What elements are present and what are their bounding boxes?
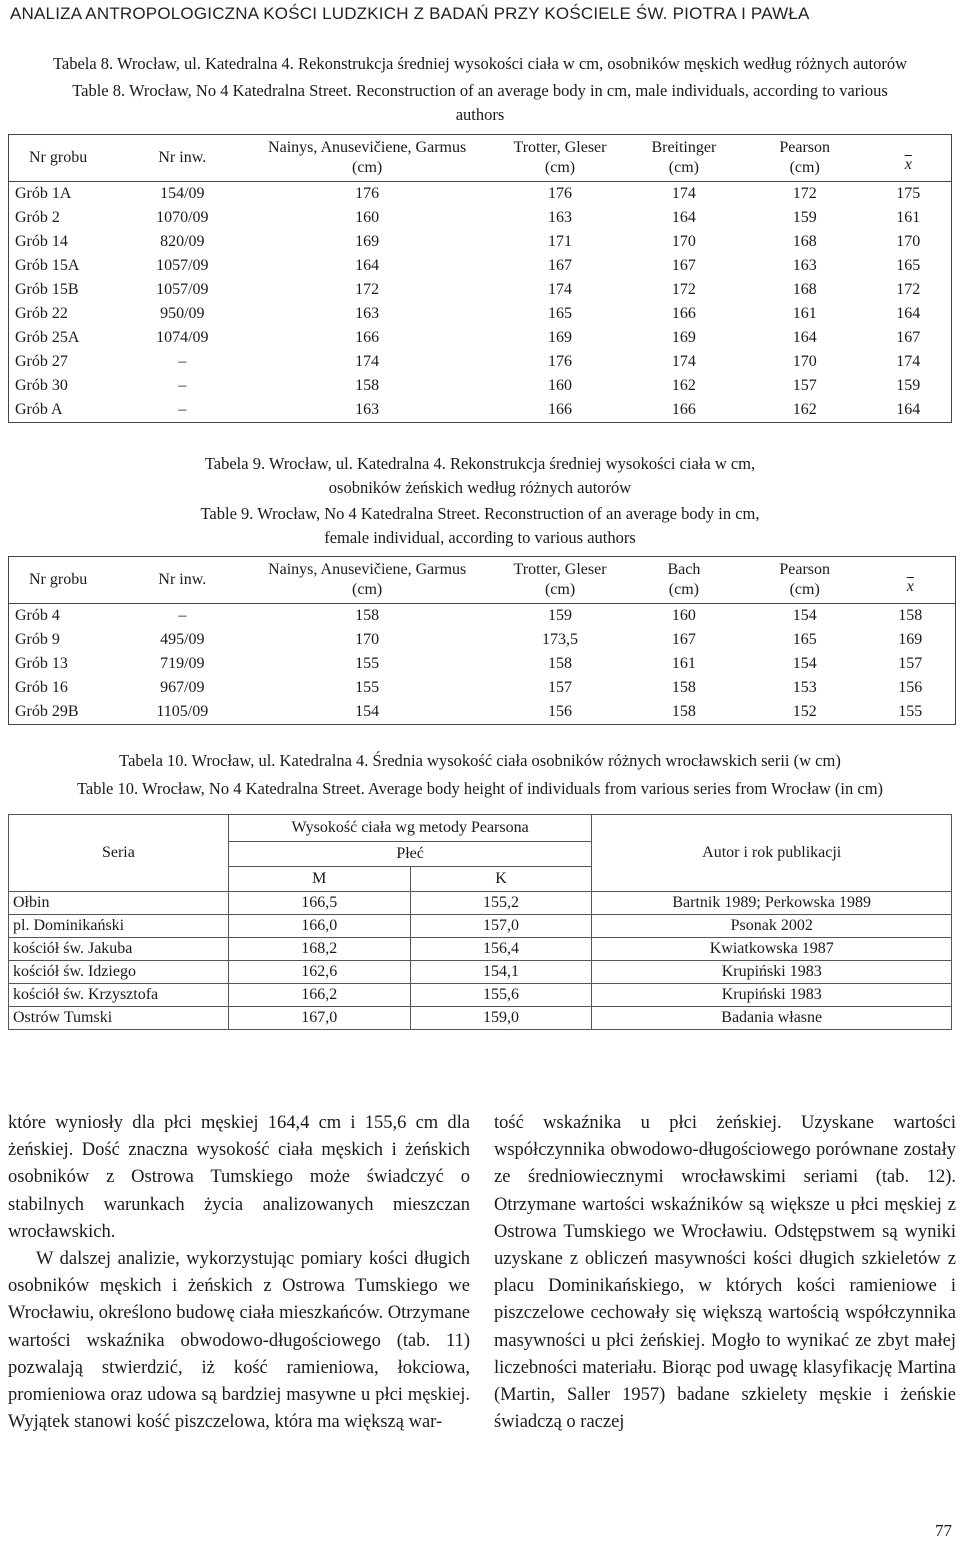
table-cell: 172 [792, 185, 817, 202]
table-cell: 160 [355, 209, 380, 226]
table-row [9, 206, 952, 230]
table8 [8, 134, 952, 423]
table-cell: Bartnik 1989; Perkowska 1989 [592, 892, 952, 915]
table-row [9, 326, 952, 350]
table-cell: 165 [548, 305, 572, 322]
table-cell: 158 [548, 655, 573, 672]
table-cell: 174 [548, 281, 572, 298]
table-cell: 163 [355, 305, 380, 322]
left-paragraph-1: które wyniosły dla płci męskiej 164,4 cm i 155,6 cm dla żeńskiej. Dość znaczna wysokość ciała męskich i żeńskich osobników z Ostrowa Tumskiego może świadczyć o stabilnych warunkach życia analizowanych mieszczan wrocławskich. [8, 1113, 470, 1242]
table-cell: 163 [355, 401, 380, 418]
table-cell: 162 [792, 401, 817, 418]
table-cell: 170 [671, 233, 696, 250]
table-cell: 169 [671, 329, 696, 346]
table9 [8, 556, 956, 725]
table-cell: kościół św. Idziego [9, 961, 229, 984]
table-cell: 159 [896, 377, 921, 394]
table10-caption-en: Table 10. Wrocław, No 4 Katedralna Street. Average body height of individuals from various series from Wrocław (in cm) [76, 779, 884, 798]
table-cell: 950/09 [160, 305, 205, 322]
left-paragraph-2: W dalszej analizie, wykorzystując pomiary kości długich osobników męskich i żeńskich z Ostrowa Tumskiego we Wrocławiu, określono budowę ciała mieszkańców. Otrzymane wartości wskaźnika obwodowo-długościowego (tab. 11) pozwalają stwierdzić, iż kość ramieniowa, łokciowa, promieniowa oraz udowa są bardziej masywne u płci męskiej. Wyjątek stanowi kość piszczelowa, która ma większą war- [8, 1249, 470, 1433]
table-row [9, 398, 952, 423]
table-cell: 495/09 [160, 631, 205, 648]
table9-header-nr-inw: Nr inw. [158, 571, 207, 588]
table-cell: – [178, 353, 187, 370]
table-cell: 175 [896, 185, 921, 202]
table-cell: 174 [896, 353, 921, 370]
table-row [9, 1007, 952, 1030]
table8-header-breitinger: Breitinger (cm) [651, 139, 717, 176]
table-cell: 176 [548, 185, 572, 202]
table-cell: Krupiński 1983 [592, 961, 952, 984]
table-cell: 159,0 [410, 1007, 592, 1030]
table-cell: 159 [792, 209, 817, 226]
table-cell: 173,5 [542, 631, 579, 648]
table8-header-row [9, 135, 952, 182]
table-cell: 157,0 [410, 915, 592, 938]
table-cell: Grób A [15, 401, 63, 418]
table-cell: 162,6 [228, 961, 410, 984]
table9-caption-en-2: female individual, according to various authors [324, 528, 636, 547]
table-cell: 156 [548, 703, 573, 720]
table-cell: 170 [896, 233, 921, 250]
table-cell: Grób 27 [15, 353, 68, 370]
table-cell: 155 [355, 679, 380, 696]
table-cell: Grób 4 [15, 607, 60, 624]
table-cell: 158 [355, 607, 380, 624]
table-cell: Grób 9 [15, 631, 60, 648]
table-cell: 164 [896, 401, 921, 418]
table-cell: 1070/09 [156, 209, 209, 226]
table-cell: 154 [355, 703, 380, 720]
table-cell: – [178, 401, 187, 418]
table-cell: 152 [792, 703, 817, 720]
table-cell: 160 [671, 607, 696, 624]
table-row [9, 915, 952, 938]
table-cell: 154 [792, 607, 817, 624]
table9-caption-en-1: Table 9. Wrocław, No 4 Katedralna Street. Reconstruction of an average body in cm, [200, 504, 760, 523]
table-cell: Grób 15B [15, 281, 79, 298]
table-cell: 169 [898, 631, 923, 648]
table-cell: Grób 29B [15, 703, 79, 720]
table8-header-nr-grobu: Nr grobu [29, 149, 88, 166]
table-cell: 168 [792, 233, 817, 250]
table-cell: 154,1 [410, 961, 592, 984]
table-cell: 174 [671, 353, 696, 370]
table9-header-pearson: Pearson (cm) [779, 561, 831, 598]
table10-header-m: M [228, 867, 410, 892]
table-cell: 159 [548, 607, 573, 624]
table8-caption-pl: Tabela 8. Wrocław, ul. Katedralna 4. Rekonstrukcja średniej wysokości ciała w cm, osobników męskich według różnych autorów [52, 54, 908, 73]
table-cell: 167,0 [228, 1007, 410, 1030]
table-cell: 161 [896, 209, 921, 226]
table-cell: 158 [671, 679, 696, 696]
table-cell: 174 [671, 185, 696, 202]
right-paragraph-1: tość wskaźnika u płci żeńskiej. Uzyskane wartości współczynnika obwodowo-długościowego porównane zostały ze średniowiecznymi wrocławskimi seriami (tab. 12). Otrzymane wartości wskaźników są większe u płci męskiej z Ostrowa Tumskiego we Wrocławiu. Odstępstwem są wyniki uzyskane z obliczeń masywności kości długich szkieletów z placu Dominikańskiego, w których kości ramieniowe i piszczelowe cechowały się większą wartością współczynnika masywności u płci żeńskiej. Mogło to wynikać ze zbyt małej liczebności materiału. Biorąc pod uwagę klasyfikację Martina (Martin, Saller 1957) badane szkielety męskie i żeńskie świadczą o raczej [494, 1113, 956, 1433]
table-cell: 161 [671, 655, 696, 672]
table-cell: 169 [355, 233, 380, 250]
table-cell: 176 [548, 353, 572, 370]
table-cell: 167 [671, 631, 696, 648]
table-cell: Grób 25A [15, 329, 80, 346]
table-cell: 156,4 [410, 938, 592, 961]
table-cell: Krupiński 1983 [592, 984, 952, 1007]
table-cell: 166,0 [228, 915, 410, 938]
table-cell: 158 [671, 703, 696, 720]
table-cell: 166,2 [228, 984, 410, 1007]
table-cell: 164 [355, 257, 380, 274]
table-cell: 166 [548, 401, 572, 418]
table-cell: 157 [898, 655, 923, 672]
table-cell: 1057/09 [156, 281, 209, 298]
table-cell: 820/09 [160, 233, 205, 250]
table-row [9, 182, 952, 207]
table9-header-row [9, 557, 956, 604]
table-cell: Grób 13 [15, 655, 68, 672]
table-cell: 166,5 [228, 892, 410, 915]
table9-header-mean: $\overline{x}$ [906, 578, 914, 595]
table-cell: pl. Dominikański [9, 915, 229, 938]
table10-header-method: Wysokość ciała wg metody Pearsona [228, 815, 592, 842]
table8-header-nainys: Nainys, Anusevičiene, Garmus (cm) [268, 139, 467, 176]
table-cell: 158 [355, 377, 380, 394]
table-cell: 165 [792, 631, 817, 648]
table-cell: 1057/09 [156, 257, 209, 274]
table-cell: Kwiatkowska 1987 [592, 938, 952, 961]
table-cell: 164 [896, 305, 921, 322]
table-row [9, 938, 952, 961]
table-cell: Grób 16 [15, 679, 68, 696]
table-row [9, 230, 952, 254]
table-cell: 157 [548, 679, 573, 696]
table-row [9, 302, 952, 326]
table-cell: – [178, 377, 187, 394]
table-cell: 168 [792, 281, 817, 298]
table-cell: Grób 2 [15, 209, 60, 226]
table-cell: Grób 1A [15, 185, 72, 202]
table8-caption-en-1: Table 8. Wrocław, No 4 Katedralna Street. Reconstruction of an average body in cm, male individuals, according to various [72, 81, 888, 100]
table-cell: kościół św. Krzysztofa [9, 984, 229, 1007]
table10-header-author: Autor i rok publikacji [592, 815, 952, 892]
table-cell: Ostrów Tumski [9, 1007, 229, 1030]
table-cell: 161 [792, 305, 817, 322]
table10-header-sex: Płeć [228, 842, 592, 867]
table-cell: 155,2 [410, 892, 592, 915]
table-cell: 164 [671, 209, 696, 226]
table-row [9, 278, 952, 302]
table-row [9, 892, 952, 915]
body-column-right [494, 1110, 956, 1436]
table-row [9, 374, 952, 398]
page-number: 77 [935, 1521, 952, 1540]
table-cell: 155,6 [410, 984, 592, 1007]
table-cell: 1105/09 [156, 703, 209, 720]
table-row [9, 628, 956, 652]
table-row [9, 700, 956, 725]
table-cell: 719/09 [160, 655, 205, 672]
table-cell: 967/09 [160, 679, 205, 696]
table-cell: Grób 30 [15, 377, 68, 394]
table-cell: 160 [548, 377, 572, 394]
table-cell: 176 [355, 185, 380, 202]
body-column-left [8, 1110, 470, 1436]
table9-header-bach: Bach (cm) [667, 561, 701, 598]
table-cell: 167 [548, 257, 572, 274]
table-cell: Grób 14 [15, 233, 68, 250]
table-row [9, 652, 956, 676]
table-cell: 170 [355, 631, 380, 648]
table-cell: 165 [896, 257, 921, 274]
table-cell: 172 [671, 281, 696, 298]
table-cell: 166 [671, 401, 696, 418]
table-cell: 174 [355, 353, 380, 370]
table-row [9, 676, 956, 700]
table-row [9, 604, 956, 629]
table9-caption-pl-1: Tabela 9. Wrocław, ul. Katedralna 4. Rekonstrukcja średniej wysokości ciała w cm, [204, 454, 756, 473]
table-cell: Ołbin [9, 892, 229, 915]
table-row [9, 350, 952, 374]
table-cell: 169 [548, 329, 572, 346]
table-cell: 1074/09 [156, 329, 209, 346]
table9-header-trotter: Trotter, Gleser (cm) [513, 561, 607, 598]
table10-caption-pl: Tabela 10. Wrocław, ul. Katedralna 4. Średnia wysokość ciała osobników różnych wrocławskich serii (w cm) [119, 751, 841, 770]
table-cell: 157 [792, 377, 817, 394]
table-cell: 155 [355, 655, 380, 672]
table8-caption-en-2: authors [455, 105, 505, 124]
table-cell: 166 [355, 329, 380, 346]
table9-header-nainys: Nainys, Anusevičiene, Garmus (cm) [268, 561, 467, 598]
table-cell: 167 [896, 329, 921, 346]
table-cell: 171 [548, 233, 572, 250]
table-cell: Psonak 2002 [592, 915, 952, 938]
table-cell: 155 [898, 703, 923, 720]
table9-header-nr-grobu: Nr grobu [29, 571, 88, 588]
table8-header-mean: $\overline{x}$ [904, 156, 912, 173]
table-cell: 154 [792, 655, 817, 672]
table10 [8, 814, 952, 1030]
table-cell: 158 [898, 607, 923, 624]
table-row [9, 254, 952, 278]
table-cell: Grób 15A [15, 257, 80, 274]
table-row [9, 961, 952, 984]
table10-header-k: K [410, 867, 592, 892]
table10-header-seria: Seria [9, 815, 229, 892]
table-cell: 172 [355, 281, 380, 298]
table-cell: 170 [792, 353, 817, 370]
table-cell: 172 [896, 281, 921, 298]
table-cell: 166 [671, 305, 696, 322]
table9-caption-pl-2: osobników żeńskich według różnych autorów [328, 478, 632, 497]
table8-header-pearson: Pearson (cm) [779, 139, 831, 176]
table-cell: – [178, 607, 187, 624]
table-cell: 154/09 [160, 185, 205, 202]
table-cell: 162 [671, 377, 696, 394]
table-cell: Badania własne [592, 1007, 952, 1030]
table-cell: 153 [792, 679, 817, 696]
table-cell: 156 [898, 679, 923, 696]
table-cell: kościół św. Jakuba [9, 938, 229, 961]
table8-header-trotter: Trotter, Gleser (cm) [513, 139, 607, 176]
table-cell: 167 [671, 257, 696, 274]
table-row [9, 984, 952, 1007]
table-cell: 168,2 [228, 938, 410, 961]
table-cell: 163 [792, 257, 817, 274]
table8-header-nr-inw: Nr inw. [158, 149, 207, 166]
table-cell: Grób 22 [15, 305, 68, 322]
table-cell: 163 [548, 209, 572, 226]
table-cell: 164 [792, 329, 817, 346]
running-header: ANALIZA ANTROPOLOGICZNA KOŚCI LUDZKICH Z BADAŃ PRZY KOŚCIELE ŚW. PIOTRA I PAWŁA [10, 4, 810, 23]
